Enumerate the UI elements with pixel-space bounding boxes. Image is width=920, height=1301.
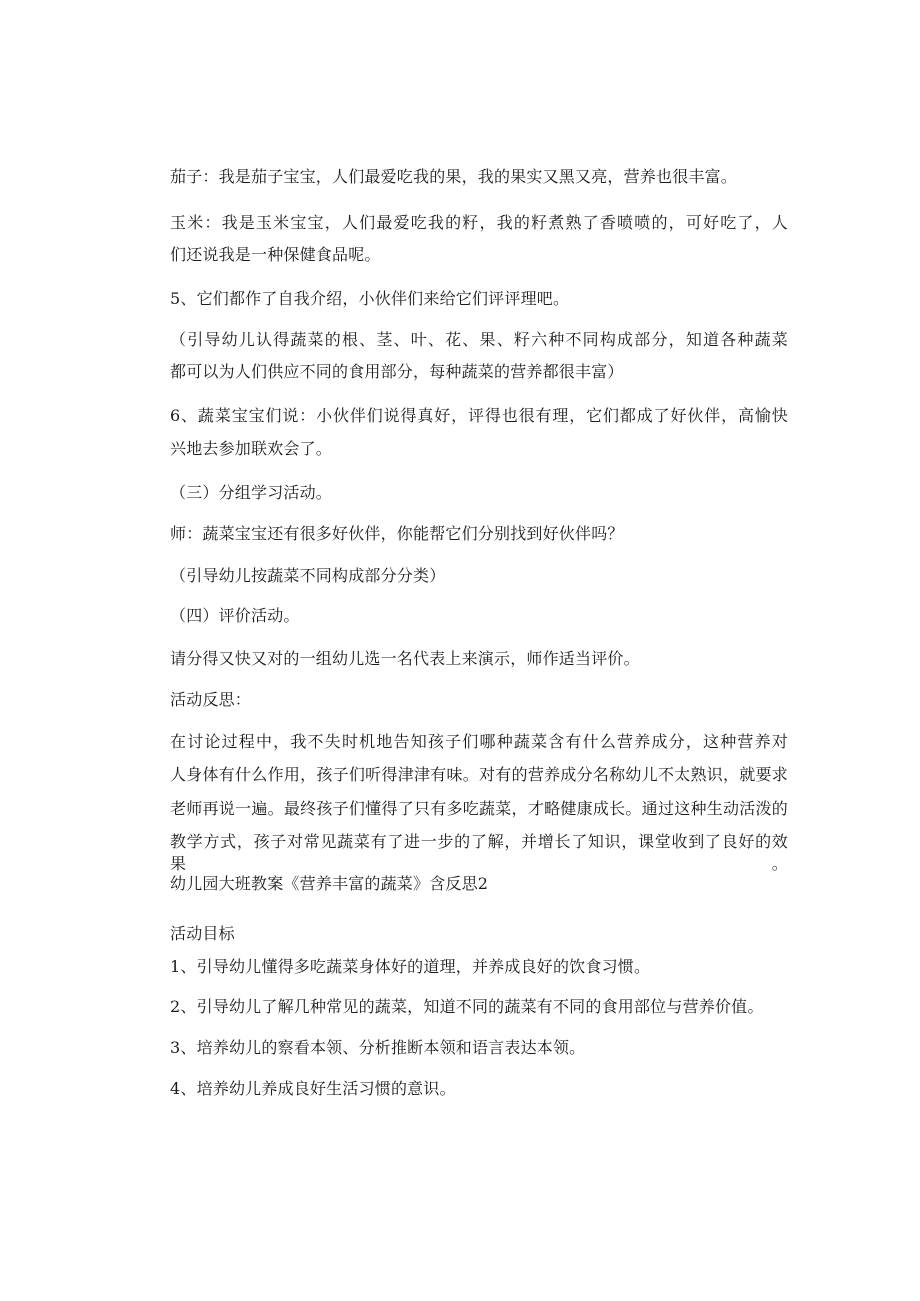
text-line: （引导幼儿认得蔬菜的根、茎、叶、花、果、籽六种不同构成部分，知道各种蔬菜 (170, 330, 788, 349)
text-line: 在讨论过程中，我不失时机地告知孩子们哪种蔬菜含有什么营养成分，这种营养对 (170, 732, 788, 751)
text-line: 玉米：我是玉米宝宝，人们最爱吃我的籽，我的籽煮熟了香喷喷的，可好吃了，人 (170, 213, 788, 232)
text-line: 师：蔬菜宝宝还有很多好伙伴，你能帮它们分别找到好伙伴吗？ (170, 524, 624, 543)
section-heading: 活动目标 (170, 924, 235, 943)
text-line: （引导幼儿按蔬菜不同构成部分分类） (170, 566, 446, 585)
text-line: 4、培养幼儿养成良好生活习惯的意识。 (170, 1079, 456, 1098)
text-line: 5、它们都作了自我介绍，小伙伴们来给它们评评理吧。 (170, 289, 570, 308)
text-line: 请分得又快又对的一组幼儿选一名代表上来演示，师作适当评价。 (170, 649, 640, 668)
document-title: 幼儿园大班教案《营养丰富的蔬菜》含反思2 (170, 874, 489, 893)
text-line: 们还说我是一种保健食品呢。 (170, 245, 381, 264)
text-line: 6、蔬菜宝宝们说：小伙伴们说得真好，评得也很有理，它们都成了好伙伴，高愉快 (170, 406, 788, 425)
text-line: 3、培养幼儿的察看本领、分析推断本领和语言表达本领。 (170, 1038, 586, 1057)
text-line: 人身体有什么作用，孩子们听得津津有味。对有的营养成分名称幼儿不太熟识，就要求 (170, 765, 788, 784)
text-line: 老师再说一遍。最终孩子们懂得了只有多吃蔬菜，才略健康成长。通过这种生动活泼的 (170, 799, 788, 818)
text-line: 1、引导幼儿懂得多吃蔬菜身体好的道理，并养成良好的饮食习惯。 (170, 957, 651, 976)
text-line: 教学方式，孩子对常见蔬菜有了进一步的了解，并增长了知识，课堂收到了良好的效果。 (170, 832, 788, 873)
text-line: 兴地去参加联欢会了。 (170, 439, 333, 458)
section-heading: 活动反思： (170, 690, 252, 709)
text-line: 都可以为人们供应不同的食用部分，每种蔬菜的营养都很丰富） (170, 362, 624, 381)
section-heading: （四）评价活动。 (170, 606, 300, 625)
text-line: 2、引导幼儿了解几种常见的蔬菜，知道不同的蔬菜有不同的食用部位与营养价值。 (170, 997, 764, 1016)
text-line: 茄子：我是茄子宝宝，人们最爱吃我的果，我的果实又黑又亮，营养也很丰富。 (170, 167, 738, 186)
section-heading: （三）分组学习活动。 (170, 483, 333, 502)
